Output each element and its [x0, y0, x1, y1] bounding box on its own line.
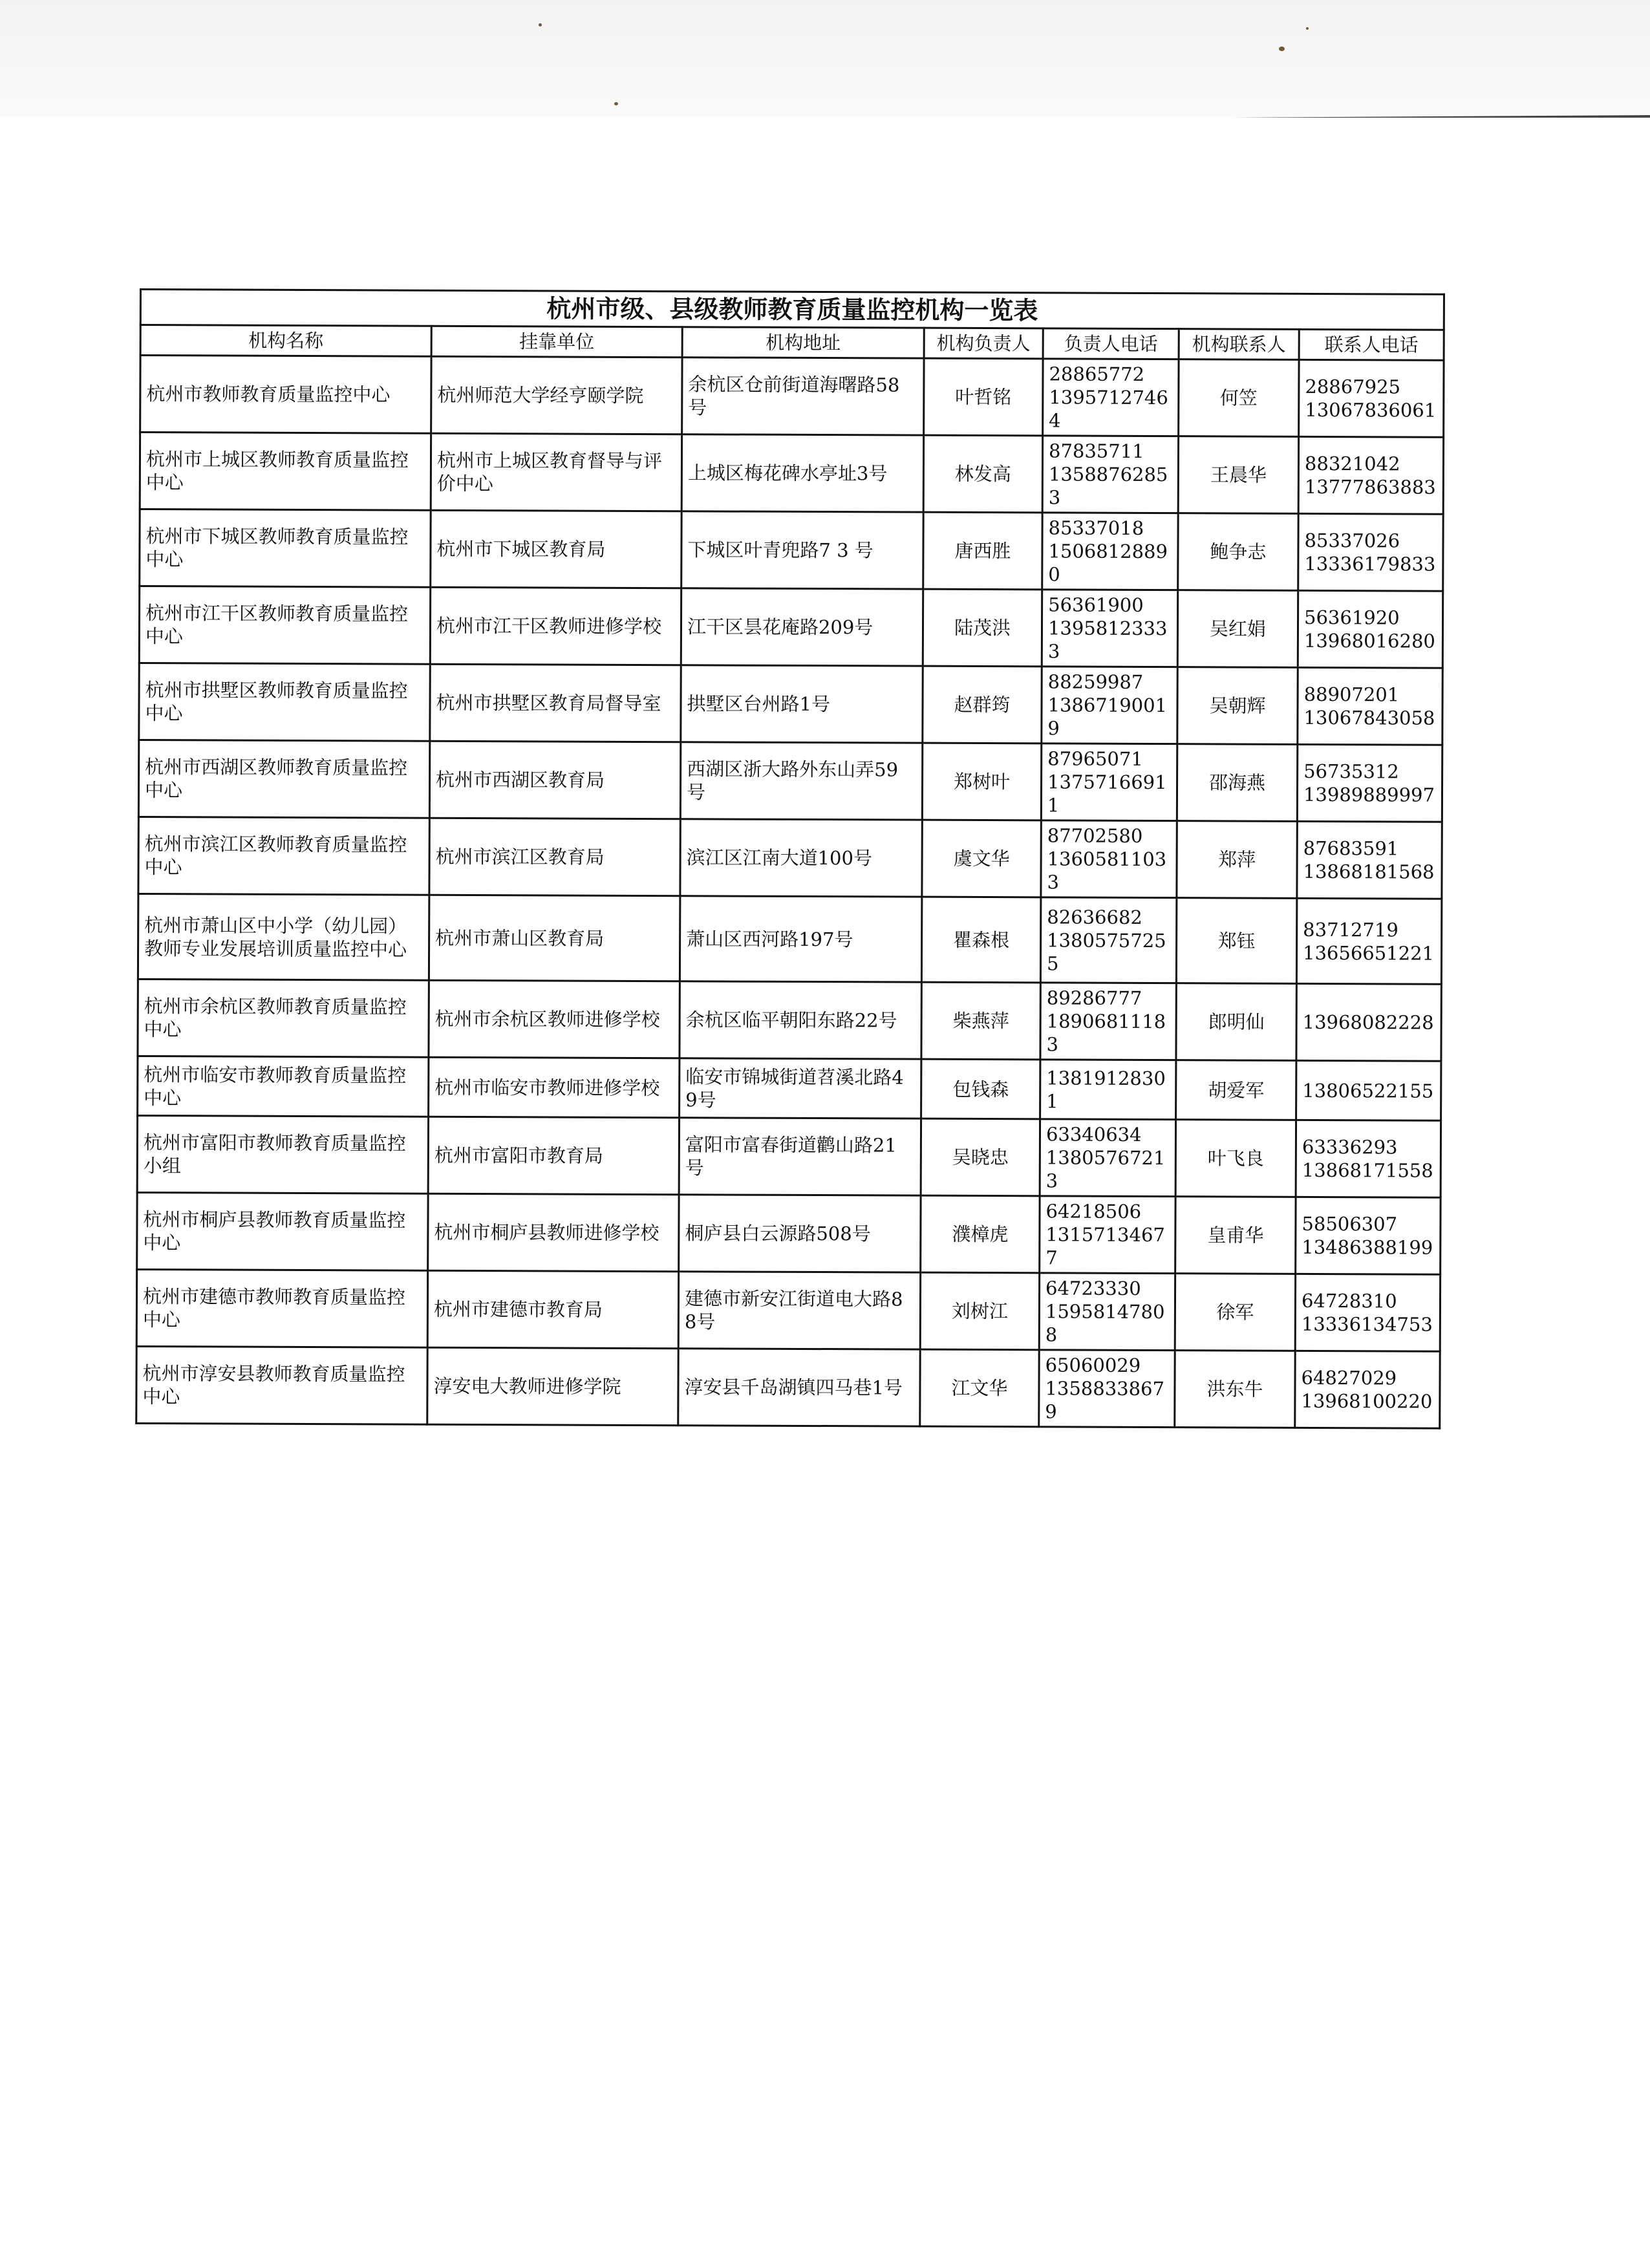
scan-speck	[1306, 27, 1309, 30]
cell-address: 滨江区江南大道100号	[680, 819, 922, 897]
contact-phone-line-2: 13336179833	[1304, 552, 1436, 575]
cell-contact-phone	[1296, 983, 1442, 1061]
table-row	[136, 1269, 1440, 1351]
contact-phone-line-2: 13777863883	[1304, 475, 1436, 498]
cell-address: 临安市锦城街道苕溪北路49号	[680, 1058, 921, 1118]
cell-institution-name: 杭州市上城区教师教育质量监控中心	[140, 433, 431, 511]
cell-address: 上城区梅花碑水亭址3号	[681, 434, 923, 512]
head-phone-line-1: 64218506	[1045, 1200, 1142, 1223]
cell-contact: 郑萍	[1177, 821, 1297, 899]
contact-phone-line-1: 87683591	[1303, 837, 1399, 860]
head-phone-line-2: 15958147808	[1045, 1300, 1165, 1346]
cell-head-phone	[1040, 1119, 1175, 1197]
cell-institution-name: 杭州市滨江区教师教育质量监控中心	[138, 817, 429, 895]
contact-phone-line-1: 13968082228	[1302, 1011, 1434, 1034]
cell-institution-name: 杭州市临安市教师教育质量监控中心	[138, 1056, 429, 1117]
head-phone-line-2: 13588338679	[1045, 1377, 1165, 1423]
cell-contact-phone	[1298, 513, 1444, 591]
cell-contact-phone	[1296, 1120, 1441, 1197]
cell-contact-phone	[1295, 1351, 1441, 1428]
cell-head: 陆茂洪	[923, 589, 1042, 667]
cell-head-phone	[1041, 820, 1177, 898]
cell-head: 濮樟虎	[921, 1195, 1040, 1273]
table-row	[137, 1115, 1441, 1197]
head-phone-line-1: 28865772	[1049, 363, 1145, 385]
head-phone-line-2: 15068128890	[1048, 540, 1168, 586]
cell-contact: 洪东牛	[1175, 1351, 1295, 1428]
scan-speck	[1279, 47, 1285, 51]
cell-affiliated-unit: 杭州市西湖区教育局	[429, 741, 680, 818]
cell-contact-phone	[1299, 359, 1444, 437]
contact-phone-line-2: 13989889997	[1303, 783, 1435, 806]
cell-affiliated-unit: 杭州市富阳市教育局	[428, 1117, 679, 1194]
cell-institution-name: 杭州市建德市教师教育质量监控中心	[136, 1269, 427, 1347]
cell-affiliated-unit: 杭州市余杭区教师进修学校	[429, 980, 680, 1058]
cell-head-phone	[1041, 744, 1177, 821]
cell-head-phone	[1042, 667, 1177, 744]
cell-head: 江文华	[920, 1349, 1039, 1427]
cell-address: 余杭区临平朝阳东路22号	[680, 981, 921, 1059]
head-phone-line-1: 64723330	[1045, 1277, 1141, 1300]
cell-address: 拱墅区台州路1号	[681, 665, 923, 743]
cell-address: 富阳市富春街道鹳山路21号	[679, 1118, 921, 1195]
table-row	[138, 893, 1442, 984]
cell-contact-phone	[1296, 1197, 1441, 1274]
head-phone-line-1: 85337018	[1048, 517, 1144, 539]
head-phone-line-2: 18906811183	[1046, 1010, 1166, 1056]
cell-address: 萧山区西河路197号	[680, 896, 922, 982]
table-row	[140, 356, 1444, 438]
cell-head: 吴晓忠	[921, 1118, 1040, 1196]
cell-address: 淳安县千岛湖镇四马巷1号	[678, 1349, 920, 1426]
contact-phone-line-1: 58506307	[1302, 1212, 1398, 1236]
cell-contact: 吴红娟	[1177, 590, 1298, 668]
table-body	[136, 356, 1444, 1429]
cell-institution-name: 杭州市江干区教师教育质量监控中心	[139, 586, 430, 665]
head-phone-line-2: 13805767213	[1045, 1146, 1166, 1192]
scan-header-band	[0, 0, 1650, 116]
cell-affiliated-unit: 杭州师范大学经亨颐学院	[431, 356, 682, 434]
table-row	[138, 817, 1442, 899]
cell-contact-phone	[1297, 821, 1442, 899]
cell-contact-phone	[1298, 667, 1443, 745]
column-header-head: 机构负责人	[924, 328, 1043, 359]
contact-phone-line-1: 63336293	[1302, 1135, 1398, 1159]
cell-head-phone	[1043, 359, 1179, 436]
cell-affiliated-unit: 杭州市上城区教育督导与评价中心	[431, 433, 681, 511]
cell-contact: 郎明仙	[1176, 983, 1296, 1061]
column-header-row	[140, 325, 1444, 361]
contact-phone-line-2: 13656651221	[1303, 941, 1435, 965]
head-phone-line-2: 13957127464	[1049, 386, 1168, 432]
cell-affiliated-unit: 杭州市下城区教育局	[431, 510, 681, 588]
head-phone-line-2: 13867190019	[1047, 694, 1168, 740]
cell-head: 虞文华	[922, 820, 1041, 897]
cell-head: 刘树江	[920, 1272, 1039, 1350]
head-phone-line-2: 13157134677	[1045, 1223, 1165, 1269]
table-row	[137, 1192, 1441, 1274]
cell-head-phone	[1042, 436, 1178, 513]
cell-head-phone	[1040, 1060, 1176, 1120]
head-phone-line-2: 13605811033	[1047, 848, 1167, 893]
head-phone-line-1: 63340634	[1045, 1123, 1142, 1146]
head-phone-line-1: 56361900	[1048, 594, 1144, 616]
cell-contact: 何笠	[1179, 359, 1299, 437]
contact-phone-line-1: 88321042	[1304, 452, 1400, 475]
table-row	[139, 663, 1442, 745]
cell-head-phone	[1040, 983, 1176, 1060]
cell-contact: 胡爱军	[1176, 1060, 1296, 1120]
column-header-contact: 机构联系人	[1179, 329, 1299, 360]
cell-contact: 皇甫华	[1175, 1197, 1296, 1274]
cell-affiliated-unit: 淳安电大教师进修学院	[427, 1347, 678, 1425]
table-row	[140, 509, 1443, 592]
table-title: 杭州市级、县级教师教育质量监控机构一览表	[140, 290, 1444, 330]
contact-phone-line-2: 13486388199	[1302, 1236, 1433, 1259]
cell-head: 赵群筠	[923, 666, 1042, 744]
cell-affiliated-unit: 杭州市江干区教师进修学校	[430, 587, 681, 665]
head-phone-line-2: 13588762853	[1048, 463, 1168, 509]
head-phone-line-1: 82636682	[1047, 905, 1142, 928]
contact-phone-line-1: 56735312	[1303, 760, 1399, 783]
cell-institution-name: 杭州市下城区教师教育质量监控中心	[140, 509, 431, 588]
table-row	[136, 1346, 1440, 1428]
contact-phone-line-1: 56361920	[1303, 606, 1400, 629]
head-phone-line-1: 87835711	[1048, 440, 1144, 462]
cell-contact-phone	[1297, 744, 1442, 822]
head-phone-line-1: 13819128301	[1046, 1066, 1166, 1112]
head-phone-line-1: 87702580	[1047, 824, 1143, 847]
column-header-contact-phone: 联系人电话	[1299, 329, 1444, 360]
contact-phone-line-2: 13868181568	[1303, 860, 1435, 883]
head-phone-line-1: 88259987	[1047, 670, 1144, 693]
cell-head: 郑树叶	[922, 743, 1041, 820]
head-phone-line-2: 13757166911	[1047, 771, 1167, 817]
head-phone-line-1: 65060029	[1045, 1354, 1141, 1376]
head-phone-line-1: 87965071	[1047, 747, 1143, 770]
cell-affiliated-unit: 杭州市滨江区教育局	[429, 818, 680, 895]
cell-address: 建德市新安江街道电大路88号	[678, 1272, 920, 1349]
cell-institution-name: 杭州市余杭区教师教育质量监控中心	[138, 979, 429, 1057]
cell-head: 柴燕萍	[921, 982, 1040, 1060]
cell-institution-name: 杭州市富阳市教师教育质量监控小组	[137, 1115, 428, 1193]
cell-institution-name: 杭州市淳安县教师教育质量监控中心	[136, 1346, 427, 1424]
cell-head-phone	[1040, 897, 1177, 983]
cell-institution-name: 杭州市西湖区教师教育质量监控中心	[138, 740, 429, 818]
cell-head-phone	[1039, 1350, 1175, 1428]
title-row	[140, 290, 1444, 330]
contact-phone-line-1: 85337026	[1304, 529, 1400, 552]
cell-contact-phone	[1298, 436, 1444, 514]
head-phone-line-2: 13958123333	[1047, 617, 1168, 663]
contact-phone-line-1: 88907201	[1303, 683, 1400, 706]
cell-contact: 邵海燕	[1177, 744, 1297, 822]
roster-sheet	[135, 288, 1443, 1429]
cell-affiliated-unit: 杭州市建德市教育局	[427, 1270, 678, 1348]
scan-speck	[539, 23, 542, 27]
cell-head-phone	[1042, 590, 1177, 667]
table-row	[138, 1056, 1441, 1120]
head-phone-line-1: 89286777	[1046, 987, 1142, 1009]
contact-phone-line-1: 13806522155	[1302, 1079, 1434, 1102]
cell-institution-name: 杭州市萧山区中小学（幼儿园）教师专业发展培训质量监控中心	[138, 893, 429, 980]
table-row	[140, 433, 1443, 515]
contact-phone-line-2: 13067836061	[1305, 398, 1437, 422]
cell-institution-name: 杭州市桐庐县教师教育质量监控中心	[137, 1192, 428, 1270]
column-header-address: 机构地址	[682, 327, 924, 358]
cell-contact-phone	[1295, 1274, 1441, 1351]
cell-contact-phone	[1296, 1060, 1441, 1120]
cell-head-phone	[1040, 1196, 1175, 1274]
cell-head-phone	[1039, 1273, 1175, 1351]
cell-address: 江干区昙花庵路209号	[681, 588, 923, 666]
cell-affiliated-unit: 杭州市桐庐县教师进修学校	[428, 1193, 679, 1271]
table-row	[138, 740, 1442, 822]
cell-head: 叶哲铭	[924, 358, 1043, 436]
cell-contact: 鲍争志	[1178, 513, 1298, 591]
cell-address: 西湖区浙大路外东山弄59号	[680, 742, 922, 820]
cell-address: 桐庐县白云源路508号	[679, 1195, 921, 1272]
institution-table	[135, 288, 1445, 1429]
column-header-unit: 挂靠单位	[431, 326, 682, 357]
cell-affiliated-unit: 杭州市萧山区教育局	[429, 895, 680, 981]
cell-contact: 王晨华	[1178, 436, 1298, 514]
cell-contact-phone	[1298, 590, 1443, 668]
contact-phone-line-1: 64827029	[1301, 1366, 1397, 1389]
cell-head: 唐西胜	[923, 512, 1042, 590]
cell-contact: 吴朝辉	[1177, 667, 1298, 745]
cell-institution-name: 杭州市拱墅区教师教育质量监控中心	[139, 663, 430, 742]
contact-phone-line-1: 64728310	[1301, 1289, 1397, 1312]
cell-address: 余杭区仓前街道海曙路58号	[682, 358, 924, 435]
cell-contact: 叶飞良	[1175, 1120, 1296, 1197]
contact-phone-line-2: 13067843058	[1303, 706, 1435, 729]
contact-phone-line-2: 13336134753	[1301, 1312, 1433, 1336]
cell-head: 包钱森	[921, 1059, 1040, 1119]
cell-contact-phone	[1296, 898, 1442, 984]
contact-phone-line-2: 13868171558	[1302, 1159, 1433, 1182]
column-header-head-phone: 负责人电话	[1043, 328, 1179, 359]
cell-address: 下城区叶青兜路7 3 号	[681, 511, 923, 589]
contact-phone-line-2: 13968100220	[1301, 1389, 1433, 1413]
cell-contact: 徐军	[1175, 1274, 1295, 1351]
head-phone-line-2: 13805757255	[1046, 928, 1166, 974]
table-row	[139, 586, 1442, 669]
column-header-name: 机构名称	[140, 325, 431, 357]
table-row	[138, 979, 1441, 1061]
cell-contact: 郑钰	[1176, 898, 1297, 984]
contact-phone-line-1: 28867925	[1305, 375, 1401, 398]
cell-affiliated-unit: 杭州市临安市教师进修学校	[429, 1057, 680, 1117]
contact-phone-line-1: 83712719	[1303, 918, 1398, 941]
cell-institution-name: 杭州市教师教育质量监控中心	[140, 356, 431, 434]
cell-head: 瞿森根	[921, 897, 1041, 983]
cell-head-phone	[1042, 513, 1178, 590]
cell-affiliated-unit: 杭州市拱墅区教育局督导室	[430, 664, 681, 742]
cell-head: 林发高	[923, 435, 1042, 513]
scan-speck	[614, 102, 618, 105]
contact-phone-line-2: 13968016280	[1303, 629, 1435, 652]
